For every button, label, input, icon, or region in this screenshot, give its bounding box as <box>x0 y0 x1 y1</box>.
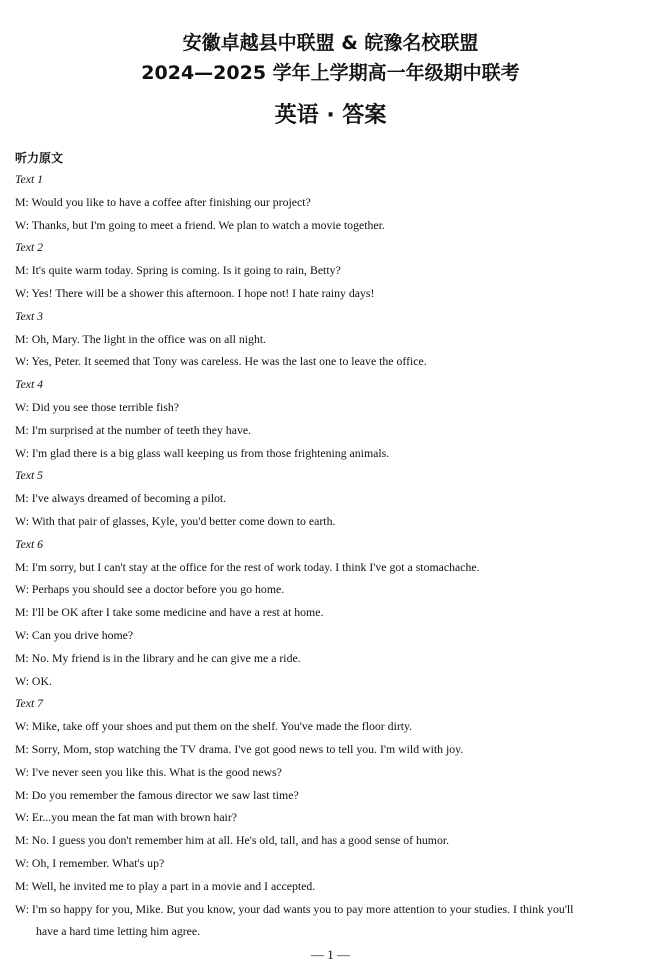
dialogue-line: W: Yes, Peter. It seemed that Tony was careless. He was the last one to leave the office. <box>15 354 427 369</box>
dialogue-line: W: Perhaps you should see a doctor before you go home. <box>15 582 285 597</box>
dialogue-line: M: No. I guess you don't remember him at all. He's old, tall, and has a good sense of humor. <box>15 833 450 848</box>
text-label: Text 4 <box>15 377 44 392</box>
dialogue-line: W: Yes! There will be a shower this afternoon. I hope not! I hate rainy days! <box>15 285 375 300</box>
dialogue-line: W: Oh, I remember. What's up? <box>15 855 165 870</box>
dialogue-line: M: I've always dreamed of becoming a pilot. <box>15 491 227 506</box>
dialogue-line: M: Oh, Mary. The light in the office was on all night. <box>15 331 267 346</box>
header-title-line1: 安徽卓越县中联盟 & 皖豫名校联盟 <box>182 32 479 54</box>
dialogue-line: W: I've never seen you like this. What is the good news? <box>15 764 282 779</box>
dialogue-line: M: I'll be OK after I take some medicine and have a rest at home. <box>15 605 324 620</box>
dialogue-line: W: Can you drive home? <box>15 627 134 642</box>
dialogue-line: W: I'm glad there is a big glass wall keeping us from those frightening animals. <box>15 445 390 460</box>
dialogue-line: have a hard time letting him agree. <box>36 924 201 939</box>
header-title-line2: 2024—2025 学年上学期高一年级期中联考 <box>141 62 520 84</box>
dialogue-line: W: Er...you mean the fat man with brown hair? <box>15 810 237 825</box>
transcript-body <box>15 168 655 943</box>
text-label: Text 6 <box>15 536 44 551</box>
dialogue-line: M: No. My friend is in the library and he can give me a ride. <box>15 650 301 665</box>
dialogue-line: M: I'm surprised at the number of teeth they have. <box>15 422 252 437</box>
dialogue-line: W: OK. <box>15 673 52 688</box>
dialogue-line: W: Did you see those terrible fish? <box>15 399 180 414</box>
dialogue-line: M: Would you like to have a coffee after finishing our project? <box>15 194 311 209</box>
subject-title: 英语 · 答案 <box>274 103 387 128</box>
section-title: 听力原文 <box>15 151 64 165</box>
dialogue-line: W: Thanks, but I'm going to meet a friend. We plan to watch a movie together. <box>15 217 385 232</box>
dialogue-line: M: Do you remember the famous director we saw last time? <box>15 787 299 802</box>
dialogue-line: W: Mike, take off your shoes and put them on the shelf. You've made the floor dirty. <box>15 719 413 734</box>
text-label: Text 3 <box>15 308 44 323</box>
dialogue-line: M: I'm sorry, but I can't stay at the office for the rest of work today. I think I've got a stomachache. <box>15 559 480 574</box>
dialogue-line: M: It's quite warm today. Spring is coming. Is it going to rain, Betty? <box>15 263 341 278</box>
text-label: Text 2 <box>15 240 44 255</box>
page-number: — 1 — <box>311 947 350 962</box>
dialogue-line: M: Well, he invited me to play a part in a movie and I accepted. <box>15 878 316 893</box>
text-label: Text 7 <box>15 696 44 711</box>
text-label: Text 1 <box>15 172 44 186</box>
dialogue-line: W: I'm so happy for you, Mike. But you know, your dad wants you to pay more attention to your studies. I think you'll <box>15 901 574 916</box>
dialogue-line: W: With that pair of glasses, Kyle, you'd better come down to earth. <box>15 513 336 528</box>
text-label: Text 5 <box>15 468 44 483</box>
dialogue-line: M: Sorry, Mom, stop watching the TV drama. I've got good news to tell you. I'm wild with joy. <box>15 741 464 756</box>
